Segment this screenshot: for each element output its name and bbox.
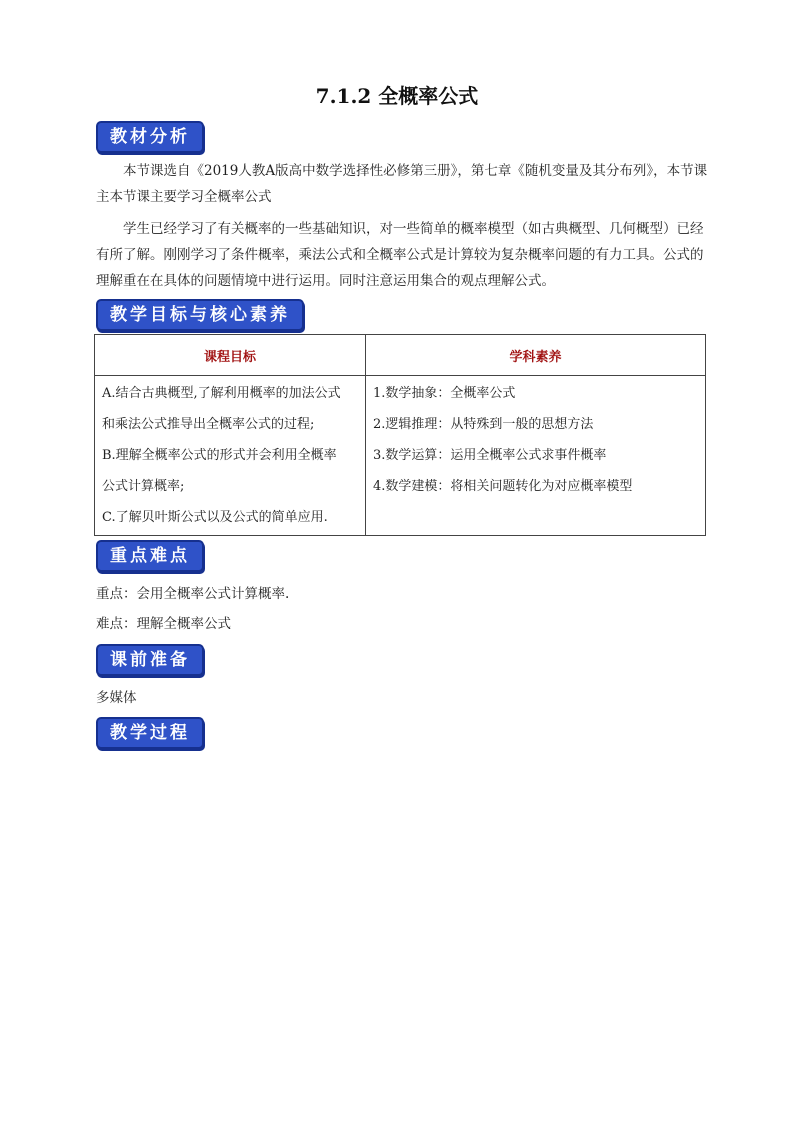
analysis-paragraph-1: 本节课选自《2019人教A版高中数学选择性必修第三册》，第七章《随机变量及其分布列》，本节课主本节课主要学习全概率公式 (96, 163, 708, 205)
section-badge-goals: 教学目标与核心素养 (96, 299, 304, 331)
literacy-line: 4.数学建模：将相关问题转化为对应概率模型 (373, 479, 633, 494)
course-goal-line: 公式计算概率; (102, 479, 185, 494)
course-goal-line: 和乘法公式推导出全概率公式的过程; (102, 417, 315, 432)
header-course-goals: 课程目标 (95, 335, 366, 376)
course-goal-line: B.理解全概率公式的形式并会利用全概率 (102, 448, 337, 463)
section-badge-preparation: 课前准备 (96, 644, 204, 676)
course-goals-cell (95, 376, 366, 536)
course-goal-line: C.了解贝叶斯公式以及公式的简单应用. (102, 510, 328, 525)
literacy-line: 1.数学抽象：全概率公式 (373, 386, 516, 401)
section-badge-key-points: 重点难点 (96, 540, 204, 572)
goals-table (94, 334, 706, 536)
literacy-line: 3.数学运算：运用全概率公式求事件概率 (373, 448, 607, 463)
page-title: 7.1.2 全概率公式 (315, 84, 479, 108)
course-goal-line: A.结合古典概型,了解利用概率的加法公式 (102, 386, 341, 401)
section-badge-analysis: 教材分析 (96, 121, 204, 153)
goals-table-body-row (95, 376, 706, 536)
key-point-important: 重点：会用全概率公式计算概率. (96, 586, 290, 602)
goals-table-header-row (95, 335, 706, 376)
literacy-line: 2.逻辑推理：从特殊到一般的思想方法 (373, 417, 594, 432)
subject-literacy-cell (366, 376, 706, 536)
analysis-paragraph-2: 学生已经学习了有关概率的一些基础知识，对一些简单的概率模型（如古典概型、几何概型）已经有所了解。刚刚学习了条件概率，乘法公式和全概率公式是计算较为复杂概率问题的有力工具。公式的理解重在在具体的问题情境中进行运用。同时注意运用集合的观点理解公式。 (96, 221, 704, 289)
preparation-text: 多媒体 (96, 690, 137, 706)
key-point-difficult: 难点：理解全概率公式 (96, 616, 231, 632)
section-badge-process: 教学过程 (96, 717, 204, 749)
header-subject-literacy: 学科素养 (366, 335, 706, 376)
